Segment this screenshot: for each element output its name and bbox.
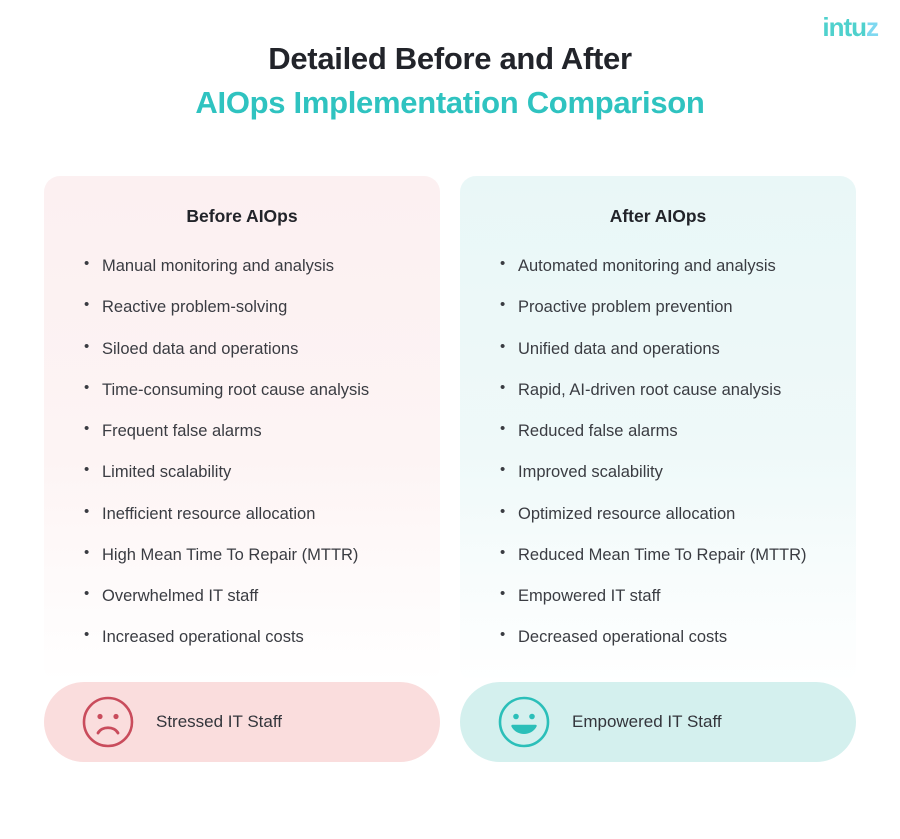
list-item: • Time-consuming root cause analysis (84, 379, 414, 401)
summary-pills (44, 682, 856, 762)
list-item: • High Mean Time To Repair (MTTR) (84, 544, 414, 566)
column-after-aiops (460, 176, 856, 683)
list-item: • Inefficient resource allocation (84, 503, 414, 525)
happy-face-icon (498, 696, 550, 748)
intuz-logo (822, 14, 878, 40)
point-list-after (486, 255, 830, 649)
page-title-line-1: Detailed Before and After (268, 41, 632, 76)
list-item: • Rapid, AI-driven root cause analysis (500, 379, 830, 401)
list-item: • Frequent false alarms (84, 420, 414, 442)
pill-label-before: Stressed IT Staff (156, 712, 282, 731)
list-item: • Proactive problem prevention (500, 296, 830, 318)
pill-stressed-it-staff (44, 682, 440, 762)
pill-empowered-it-staff (460, 682, 856, 762)
list-item: • Improved scalability (500, 461, 830, 483)
list-item: • Automated monitoring and analysis (500, 255, 830, 277)
column-before-aiops (44, 176, 440, 683)
list-item: • Decreased operational costs (500, 626, 830, 648)
list-item: • Increased operational costs (84, 626, 414, 648)
logo-wordmark: intu (822, 12, 866, 42)
list-item: • Limited scalability (84, 461, 414, 483)
column-heading-after: After AIOps (609, 206, 707, 226)
list-item: • Empowered IT staff (500, 585, 830, 607)
page-title-line-2: AIOps Implementation Comparison (195, 84, 705, 120)
list-item: • Reactive problem-solving (84, 296, 414, 318)
column-heading-before: Before AIOps (186, 206, 298, 226)
sad-face-icon (82, 696, 134, 748)
point-list-before (70, 255, 414, 649)
list-item: • Reduced Mean Time To Repair (MTTR) (500, 544, 830, 566)
list-item: • Siloed data and operations (84, 338, 414, 360)
list-item: • Optimized resource allocation (500, 503, 830, 525)
list-item: • Reduced false alarms (500, 420, 830, 442)
list-item: • Overwhelmed IT staff (84, 585, 414, 607)
list-item: • Manual monitoring and analysis (84, 255, 414, 277)
pill-label-after: Empowered IT Staff (572, 712, 722, 731)
list-item: • Unified data and operations (500, 338, 830, 360)
page-title (0, 0, 900, 127)
logo-accent-letter: z (866, 12, 878, 42)
comparison-columns (44, 176, 856, 683)
